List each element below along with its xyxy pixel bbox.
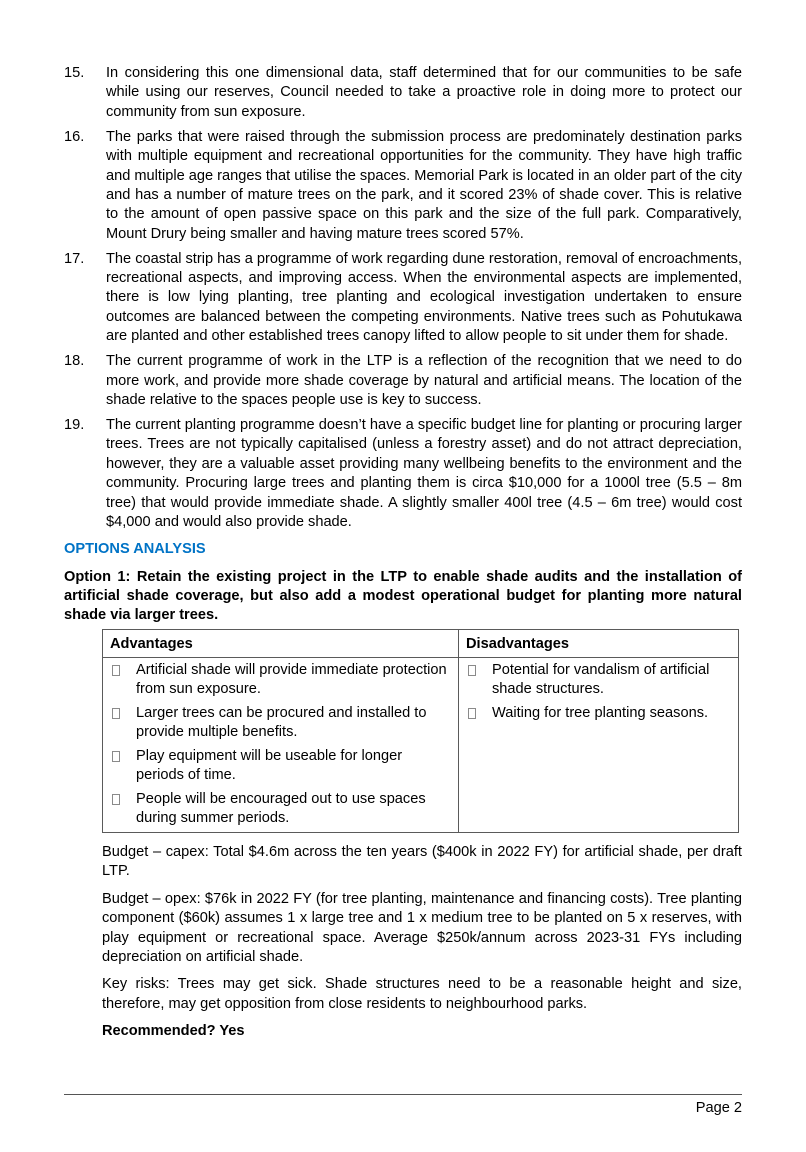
paragraph-text: The current programme of work in the LTP is a reflection of the recognition that we need to do more work, and provide more shade coverage by natural and artificial means. The location of the shade relative to the spaces people use is key to success.: [106, 353, 742, 408]
options-analysis-heading: OPTIONS ANALYSIS: [64, 541, 206, 557]
bullet-icon: [468, 708, 476, 719]
paragraph-text: The current planting programme doesn’t have a specific budget line for planting or procuring larger trees. Trees are not typically capitalised (unless a forestry asset) and do not attract depreciation, however, they are a valuable asset providing many wellbeing benefits to the environment and the community. Procuring large trees and planting them is circa $10,000 for a 1000l tree (5.5 – 8m tree) that would provide immediate shade. A slightly smaller 400l tree (4.5 – 6m tree) would cost $4,000 and would also provide shade.: [106, 416, 742, 530]
list-item: [110, 661, 451, 699]
advantages-cell: [103, 658, 459, 833]
paragraph-15: [64, 64, 742, 122]
numbered-paragraphs: [64, 64, 742, 538]
paragraph-number: 17.: [64, 250, 85, 267]
disadvantages-list: [466, 661, 731, 723]
paragraph-19: [64, 416, 742, 532]
list-item: [110, 747, 451, 785]
disadvantages-header: Disadvantages: [459, 630, 739, 658]
list-item: [110, 790, 451, 828]
list-item: [110, 704, 451, 742]
paragraph-18: [64, 352, 742, 410]
footer-divider: [64, 1094, 742, 1095]
paragraph-number: 16.: [64, 128, 85, 145]
advantage-text: People will be encouraged out to use spaces during summer periods.: [136, 791, 426, 826]
advantage-text: Play equipment will be useable for longer periods of time.: [136, 748, 403, 783]
recommendation: Recommended? Yes: [102, 1023, 245, 1040]
paragraph-17: [64, 250, 742, 347]
disadvantage-text: Waiting for tree planting seasons.: [492, 705, 709, 721]
paragraph-number: 19.: [64, 416, 85, 433]
advantages-disadvantages-table: [102, 629, 739, 833]
key-risks: Key risks: Trees may get sick. Shade structures need to be a reasonable height and size, therefore, may get opposition from close residents to neighbourhood parks.: [102, 976, 742, 1012]
advantages-header: Advantages: [103, 630, 459, 658]
table-header-row: [103, 630, 739, 658]
advantage-text: Larger trees can be procured and installed to provide multiple benefits.: [136, 705, 427, 740]
paragraph-text: In considering this one dimensional data, staff determined that for our communities to be safe while using our reserves, Council needed to take a proactive role in doing more to protect our community from sun exposure.: [106, 65, 742, 120]
paragraph-number: 18.: [64, 353, 85, 370]
budget-opex: Budget – opex: $76k in 2022 FY (for tree planting, maintenance and financing costs). Tree planting component ($60k) assumes 1 x large tree and 1 x medium tree to be planted on 5 x reserves, with play equipment or recreational space. Average $250k/annum across 2023-31 FYs including depreciation on artificial shade.: [102, 890, 742, 966]
budget-capex: Budget – capex: Total $4.6m across the ten years ($400k in 2022 FY) for artificial shade, per draft LTP.: [102, 844, 742, 880]
disadvantage-text: Potential for vandalism of artificial shade structures.: [492, 662, 710, 697]
bullet-icon: [112, 708, 120, 719]
bullet-icon: [112, 751, 120, 762]
option-1-details: [102, 843, 742, 1050]
advantages-list: [110, 661, 451, 828]
table-row: [103, 658, 739, 833]
list-item: [466, 661, 731, 699]
bullet-icon: [112, 794, 120, 805]
bullet-icon: [112, 665, 120, 676]
paragraph-text: The parks that were raised through the submission process are predominately destination parks with multiple equipment and recreational opportunities for the community. They have high traffic and multiple age ranges that utilise the spaces. Memorial Park is located in an older part of the city and has a number of mature trees on the park, and it scored 23% of shade cover. This is relative to the amount of open passive space on this park and the size of the full park. Comparatively, Mount Drury being smaller and having mature trees scored 57%.: [106, 128, 742, 242]
bullet-icon: [468, 665, 476, 676]
paragraph-text: The coastal strip has a programme of work regarding dune restoration, removal of encroachments, recreational aspects, and improving access. When the environmental aspects are implemented, there is low lying planting, tree planting and ecological investigation undertaken to ensure outcomes are balanced between the competing environments. Native trees such as Pohutukawa are planted and other established trees canopy lifted to allow people to sit under them for shade.: [106, 250, 742, 345]
advantage-text: Artificial shade will provide immediate protection from sun exposure.: [136, 662, 447, 697]
disadvantages-cell: [459, 658, 739, 833]
page-number: Page 2: [695, 1100, 742, 1116]
option-1-heading: Option 1: Retain the existing project in the LTP to enable shade audits and the installation of artificial shade coverage, but also add a modest operational budget for planting more natural shade via larger trees.: [64, 569, 742, 624]
paragraph-16: [64, 128, 742, 244]
list-item: [466, 704, 731, 723]
paragraph-number: 15.: [64, 65, 85, 81]
